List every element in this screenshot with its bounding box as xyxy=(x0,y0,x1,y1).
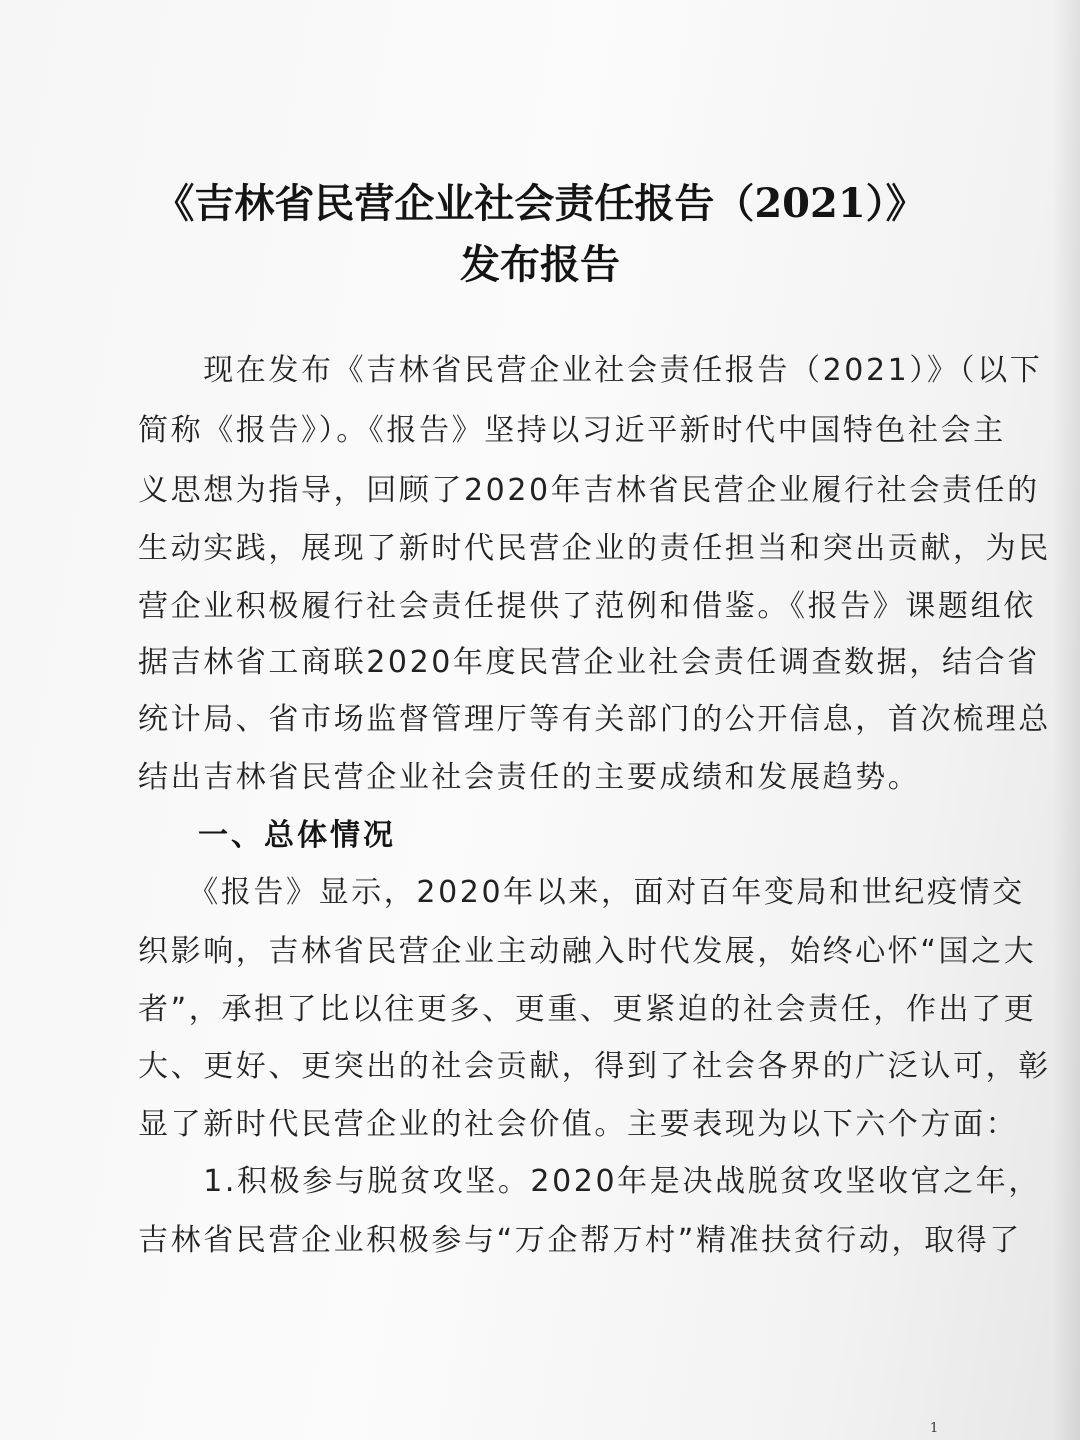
paragraph-line: 吉林省民营企业积极参与“万企帮万村”精准扶贫行动，取得了 xyxy=(138,1223,1022,1258)
paragraph-line: 现在发布《吉林省民营企业社会责任报告（2021）》（以下 xyxy=(138,353,1043,388)
paragraph-line: 1.积极参与脱贫攻坚。2020年是决战脱贫攻坚收官之年， xyxy=(138,1164,1041,1199)
paragraph-line: 织影响，吉林省民营企业主动融入时代发展，始终心怀“国之大 xyxy=(138,934,1037,969)
paragraph-line: 义思想为指导，回顾了2020年吉林省民营企业履行社会责任的 xyxy=(138,473,1040,508)
paragraph-line: 结出吉林省民营企业社会责任的主要成绩和发展趋势。 xyxy=(138,760,921,795)
paragraph-line: 营企业积极履行社会责任提供了范例和借鉴。《报告》课题组依 xyxy=(138,589,1036,624)
paragraph-line: 据吉林省工商联2020年度民营企业社会责任调查数据，结合省 xyxy=(138,645,1040,680)
paragraph-line: 大、更好、更突出的社会贡献，得到了社会各界的广泛认可，彰 xyxy=(138,1049,1051,1084)
section-heading: 一、总体情况 xyxy=(198,818,396,853)
paragraph-line: 统计局、省市场监督管理厅等有关部门的公开信息，首次梳理总 xyxy=(138,702,1051,737)
paragraph-line: 简称《报告》）。《报告》坚持以习近平新时代中国特色社会主 xyxy=(138,413,1006,448)
paragraph-line: 者”，承担了比以往更多、更重、更紧迫的社会责任，作出了更 xyxy=(138,992,1037,1027)
paragraph-line: 生动实践，展现了新时代民营企业的责任担当和突出贡献，为民 xyxy=(138,531,1051,566)
paragraph-line: 《报告》显示，2020年以来，面对百年变局和世纪疫情交 xyxy=(138,875,1025,910)
document-title: 《吉林省民营企业社会责任报告（2021）》 xyxy=(154,180,926,227)
document-subtitle: 发布报告 xyxy=(460,241,620,288)
page-shadow-edge xyxy=(1052,0,1080,1440)
paragraph-line: 显了新时代民营企业的社会价值。主要表现为以下六个方面： xyxy=(138,1107,1019,1142)
page-number: 1 xyxy=(930,1421,939,1436)
